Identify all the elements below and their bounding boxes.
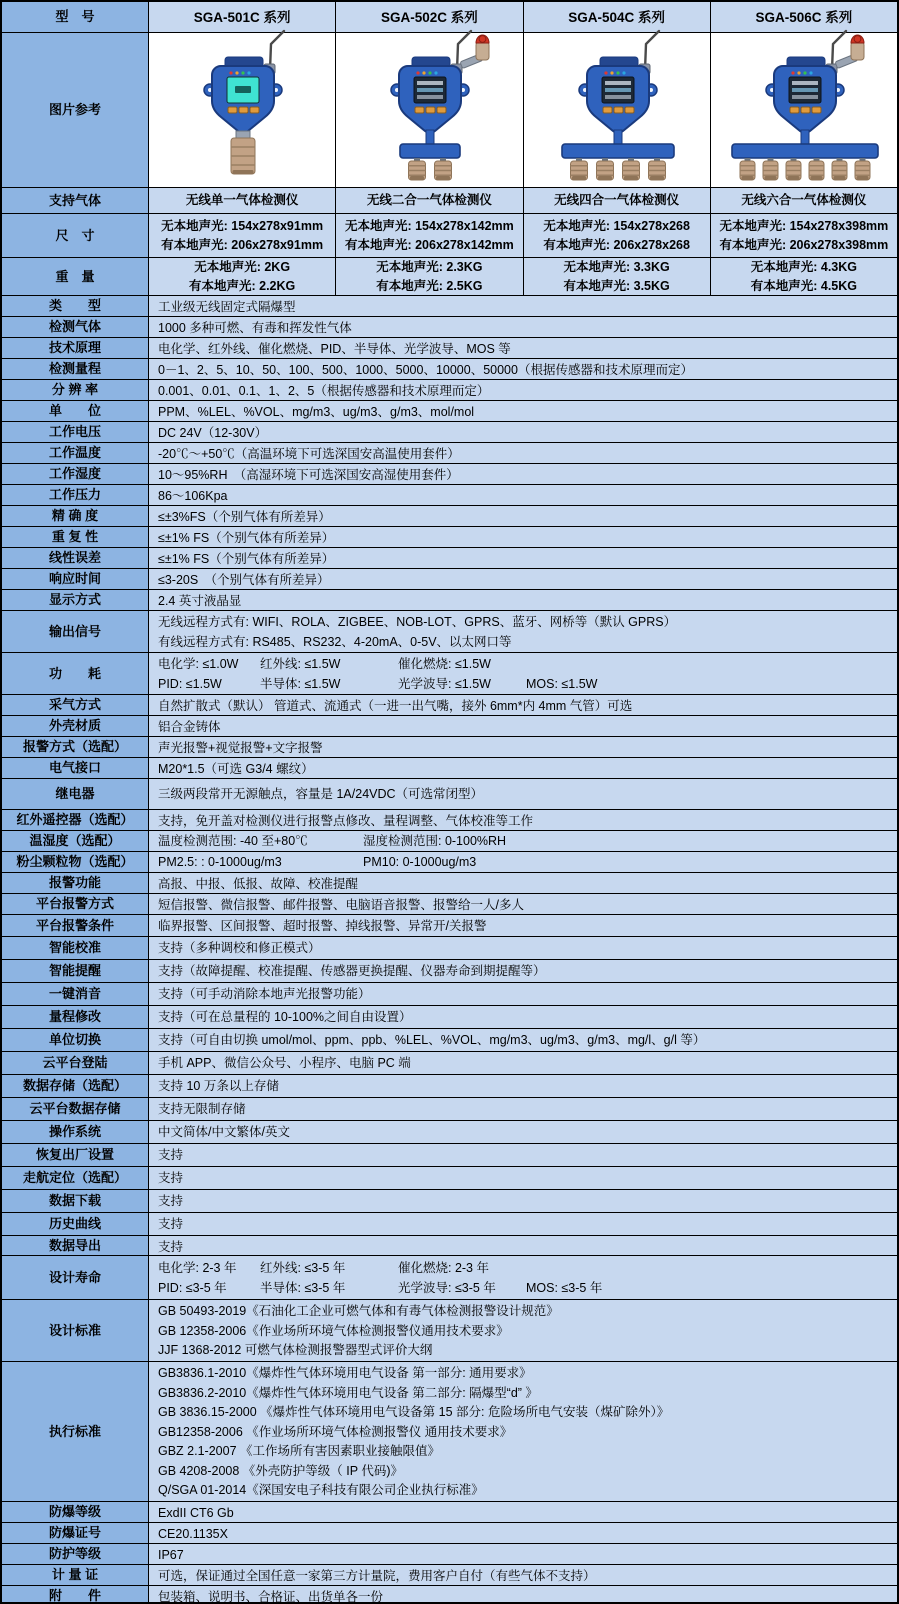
- row-label: 工作温度: [2, 443, 149, 463]
- spec-row-5: [2, 337, 897, 358]
- spec-row-4: [2, 316, 897, 337]
- row-value: [149, 1006, 897, 1028]
- quad-cell-line: 无本地声光: 2KG: [194, 259, 291, 274]
- row-value-text: 声光报警+视觉报警+文字报警: [158, 741, 323, 755]
- spec-row-9: [2, 421, 897, 442]
- quad-cell: [523, 258, 710, 295]
- spec-row-34: [2, 1005, 897, 1028]
- row-value: [149, 1236, 897, 1255]
- row-value-text: PPM、%LEL、%VOL、mg/m3、ug/m3、g/m3、mol/mol: [158, 405, 475, 419]
- spec-row-11: [2, 463, 897, 484]
- row-value: [149, 1121, 897, 1143]
- tab-item: PM10: 0-1000ug/m3: [363, 855, 477, 869]
- tab-item: PM2.5: : 0-1000ug/m3: [158, 855, 282, 869]
- row-value: [149, 758, 897, 778]
- tab-item: 温度检测范围: -40 至+80℃: [158, 834, 308, 848]
- row-label: 技术原理: [2, 338, 149, 358]
- row-value: [149, 1167, 897, 1189]
- row-value-text: 高报、中报、低报、故障、校准提醒: [158, 877, 359, 891]
- row-value: [149, 894, 897, 914]
- row-value: [149, 380, 897, 400]
- row-label: 走航定位（选配）: [2, 1167, 149, 1189]
- product-image-cell: [335, 33, 522, 187]
- row-label: 工作湿度: [2, 464, 149, 484]
- spec-row-23: [2, 757, 897, 778]
- spec-row-38: [2, 1097, 897, 1120]
- row-value: [149, 779, 897, 809]
- spec-row-42: [2, 1189, 897, 1212]
- row-value-text: 0.001、0.01、0.1、1、2、5（根据传感器和技术原理而定）: [158, 384, 490, 398]
- row-value: [149, 611, 897, 652]
- row-label: 设计寿命: [2, 1256, 149, 1299]
- spec-row-16: [2, 568, 897, 589]
- spec-row-45: [2, 1255, 897, 1299]
- row-value: [149, 1544, 897, 1564]
- row-value-text: 支持（可自由切换 umol/mol、ppm、ppb、%LEL、%VOL、mg/m3、ug/m3、g/m3、mg/l、g/l 等）: [158, 1033, 706, 1047]
- row-value: [149, 716, 897, 736]
- row-value-line: 有线远程方式有: RS485、RS232、4-20mA、0-5V、以太网口等: [158, 634, 512, 649]
- row-label: 数据存储（选配）: [2, 1075, 149, 1097]
- row-value: [149, 1523, 897, 1543]
- row-label: 检测量程: [2, 359, 149, 379]
- quad-cell-line: 有本地声光: 206x278x142mm: [344, 237, 514, 252]
- row-value-line: GB 3836.15-2000 《爆炸性气体环境用电气设备第 15 部分: 危险场所电气安装（煤矿除外）》: [158, 1405, 670, 1420]
- row-label: 防爆证号: [2, 1523, 149, 1543]
- row-value: [149, 590, 897, 610]
- quad-cells: [149, 258, 897, 295]
- quad-cell-line: 无本地声光: 2.3KG: [376, 259, 483, 274]
- row-value-text: ≤±1% FS（个别气体有所差异）: [158, 552, 335, 566]
- row-value: [149, 401, 897, 421]
- row-label: 外壳材质: [2, 716, 149, 736]
- row-value-text: -20℃～+50℃（高温环境下可选深国安高温使用套件）: [158, 447, 460, 461]
- row-value: [149, 1565, 897, 1585]
- spec-row-27: [2, 851, 897, 872]
- row-value-text: 铝合金铸体: [158, 720, 221, 734]
- row-value-tabline: [158, 1258, 897, 1278]
- row-label: 报警功能: [2, 873, 149, 893]
- row-value: [149, 1052, 897, 1074]
- quad-cell-line: 无线四合一气体检测仪: [554, 193, 680, 207]
- row-value-text: 支持: [158, 1148, 184, 1162]
- row-value-tabline: [158, 852, 897, 872]
- tab-item: 红外线: ≤1.5W: [260, 656, 341, 671]
- quad-cell: [523, 188, 710, 213]
- spec-row-14: [2, 526, 897, 547]
- row-value: [149, 338, 897, 358]
- row-label: 设计标准: [2, 1300, 149, 1361]
- row-label: 线性误差: [2, 548, 149, 568]
- row-value-text: 支持: [158, 1171, 184, 1185]
- quad-cell-line: 有本地声光: 2.5KG: [376, 278, 483, 293]
- row-value-text: 支持: [158, 1194, 184, 1208]
- product-image-cells: [149, 33, 897, 187]
- spec-row-12: [2, 484, 897, 505]
- row-value-text: IP67: [158, 1548, 184, 1562]
- tab-item: 光学波导: ≤1.5W: [398, 676, 491, 691]
- spec-row-44: [2, 1235, 897, 1255]
- quad-cell: [149, 258, 335, 295]
- row-value-text: 86～106Kpa: [158, 489, 228, 503]
- row-label: 温湿度（选配）: [2, 831, 149, 851]
- row-value-tabline: [158, 654, 897, 674]
- image-row-label: 图片参考: [2, 33, 149, 187]
- row-value: [149, 1098, 897, 1120]
- row-value-text: ≤3-20S （个别气体有所差异）: [158, 573, 330, 587]
- row-value-text: 支持（可在总量程的 10-100%之间自由设置）: [158, 1010, 412, 1024]
- spec-row-3: [2, 295, 897, 316]
- row-value-line: GB 50493-2019《石油化工企业可燃气体和有毒气体检测报警设计规范》: [158, 1304, 559, 1318]
- tab-item: 催化燃烧: 2-3 年: [398, 1260, 489, 1275]
- row-label: 平台报警条件: [2, 915, 149, 936]
- row-value: [149, 359, 897, 379]
- row-value: [149, 1029, 897, 1051]
- row-value: [149, 915, 897, 936]
- spec-row-13: [2, 505, 897, 526]
- spec-row-28: [2, 872, 897, 893]
- row-value: [149, 1144, 897, 1166]
- quad-cell-line: 有本地声光: 206x278x91mm: [161, 237, 324, 252]
- row-value-text: 中文简体/中文繁体/英文: [158, 1125, 290, 1139]
- tab-item: 电化学: ≤1.0W: [158, 656, 239, 671]
- quad-cell: [710, 258, 897, 295]
- row-label: 报警方式（选配）: [2, 737, 149, 757]
- row-label: 平台报警方式: [2, 894, 149, 914]
- spec-row-41: [2, 1166, 897, 1189]
- spec-row-48: [2, 1501, 897, 1522]
- row-label: 工作压力: [2, 485, 149, 505]
- model-name-2: SGA-502C 系列: [335, 2, 522, 32]
- row-value: [149, 317, 897, 337]
- quad-cell-line: 无本地声光: 154x278x398mm: [719, 218, 889, 233]
- row-value-text: 支持 10 万条以上存储: [158, 1079, 279, 1093]
- row-value-text: 电化学、红外线、催化燃烧、PID、半导体、光学波导、MOS 等: [158, 342, 511, 356]
- row-label: 操作系统: [2, 1121, 149, 1143]
- row-value-text: 支持: [158, 1217, 184, 1231]
- quad-cell: [149, 188, 335, 213]
- spec-row-6: [2, 358, 897, 379]
- quad-cell-line: 无本地声光: 3.3KG: [563, 259, 670, 274]
- row-label: 计 量 证: [2, 1565, 149, 1585]
- quad-cell: [710, 188, 897, 213]
- row-value-line: GB3836.1-2010《爆炸性气体环境用电气设备 第一部分: 通用要求》: [158, 1365, 532, 1380]
- row-label: 量程修改: [2, 1006, 149, 1028]
- row-value-text: 支持（多种调校和修正模式）: [158, 941, 321, 955]
- product-image-cell: [149, 33, 335, 187]
- row-value-line: 无线远程方式有: WIFI、ROLA、ZIGBEE、NOB-LOT、GPRS、蓝牙、网桥等（默认 GPRS）: [158, 615, 677, 629]
- row-value: [149, 485, 897, 505]
- row-value-text: M20*1.5（可选 G3/4 螺纹）: [158, 762, 314, 776]
- quad-cell-line: 无线二合一气体检测仪: [366, 193, 492, 207]
- row-value-line: GBZ 2.1-2007 《工作场所有害因素职业接触限值》: [158, 1444, 440, 1459]
- row-label: 恢复出厂设置: [2, 1144, 149, 1166]
- spec-row-49: [2, 1522, 897, 1543]
- quad-cell: [335, 258, 522, 295]
- row-label: 红外遥控器（选配）: [2, 810, 149, 830]
- row-value: [149, 695, 897, 715]
- row-label: 功 耗: [2, 653, 149, 694]
- row-label: 分 辨 率: [2, 380, 149, 400]
- spec-row-35: [2, 1028, 897, 1051]
- detector-illustration-sga-504c: [524, 28, 710, 187]
- row-value: [149, 506, 897, 526]
- row-value-tabline: [158, 1278, 897, 1298]
- model-header-label: 型 号: [2, 2, 149, 32]
- spec-row-19: [2, 652, 897, 694]
- spec-row-8: [2, 400, 897, 421]
- row-value-text: 1000 多种可燃、有毒和挥发性气体: [158, 321, 352, 335]
- row-label: 检测气体: [2, 317, 149, 337]
- spec-row-24: [2, 778, 897, 809]
- tab-item: MOS: ≤3-5 年: [526, 1280, 603, 1295]
- spec-row-52: [2, 1585, 897, 1604]
- spec-row-51: [2, 1564, 897, 1585]
- row-value: [149, 443, 897, 463]
- model-name-1: SGA-501C 系列: [149, 2, 335, 32]
- row-value-text: 工业级无线固定式隔爆型: [158, 300, 296, 314]
- row-value: [149, 653, 897, 694]
- row-value-text: 支持，免开盖对检测仪进行报警点修改、量程调整、气体校准等工作: [158, 814, 534, 828]
- row-value: [149, 1300, 897, 1361]
- quad-cells: [149, 188, 897, 213]
- row-label: 附 件: [2, 1586, 149, 1604]
- row-label: 类 型: [2, 296, 149, 316]
- row-value-line: GB 12358-2006《作业场所环境气体检测报警仪通用技术要求》: [158, 1323, 509, 1338]
- row-label: 粉尘颗粒物（选配）: [2, 852, 149, 872]
- row-value-text: 支持: [158, 1240, 184, 1254]
- row-value: [149, 1213, 897, 1235]
- row-value: [149, 296, 897, 316]
- spec-row-40: [2, 1143, 897, 1166]
- quad-cell-line: 无本地声光: 154x278x268: [543, 218, 690, 233]
- row-value: [149, 983, 897, 1005]
- spec-row-25: [2, 809, 897, 830]
- row-label: 尺 寸: [2, 214, 149, 257]
- spec-row-30: [2, 914, 897, 936]
- quad-cell-line: 无线六合一气体检测仪: [741, 193, 867, 207]
- row-label: 数据导出: [2, 1236, 149, 1255]
- row-label: 一键消音: [2, 983, 149, 1005]
- row-label: 智能提醒: [2, 960, 149, 982]
- quad-cell-line: 无本地声光: 4.3KG: [750, 259, 857, 274]
- row-label: 防护等级: [2, 1544, 149, 1564]
- spec-row-15: [2, 547, 897, 568]
- spec-row-50: [2, 1543, 897, 1564]
- row-label: 精 确 度: [2, 506, 149, 526]
- row-value: [149, 937, 897, 959]
- detector-illustration-sga-506c: [711, 28, 897, 187]
- row-value-line: Q/SGA 01-2014《深国安电子科技有限公司企业执行标准》: [158, 1483, 484, 1498]
- tab-item: 湿度检测范围: 0-100%RH: [363, 834, 507, 848]
- row-value: [149, 737, 897, 757]
- row-value: [149, 831, 897, 851]
- row-value-text: ExdII CT6 Gb: [158, 1506, 234, 1520]
- quad-cell: [710, 214, 897, 257]
- row-label: 执行标准: [2, 1362, 149, 1501]
- spec-row-39: [2, 1120, 897, 1143]
- row-label: 防爆等级: [2, 1502, 149, 1522]
- row-value: [149, 1075, 897, 1097]
- spec-row-18: [2, 610, 897, 652]
- row-value: [149, 1256, 897, 1299]
- spec-row-36: [2, 1051, 897, 1074]
- row-value-text: CE20.1135X: [158, 1527, 228, 1541]
- tab-item: 催化燃烧: ≤1.5W: [398, 656, 491, 671]
- tab-item: 半导体: ≤3-5 年: [260, 1280, 346, 1295]
- detector-illustration-sga-501c: [149, 28, 335, 187]
- row-label: 支持气体: [2, 188, 149, 213]
- row-value: [149, 548, 897, 568]
- product-image-cell: [710, 33, 897, 187]
- quad-cell: [149, 214, 335, 257]
- row-label: 历史曲线: [2, 1213, 149, 1235]
- row-value: [149, 1502, 897, 1522]
- quad-cell: [335, 188, 522, 213]
- spec-row-17: [2, 589, 897, 610]
- spec-row-1: [2, 213, 897, 257]
- detector-illustration-sga-502c: [336, 28, 522, 187]
- row-value-text: 手机 APP、微信公众号、小程序、电脑 PC 端: [158, 1056, 411, 1070]
- row-label: 工作电压: [2, 422, 149, 442]
- quad-cell-line: 无本地声光: 154x278x142mm: [344, 218, 514, 233]
- quad-cell-line: 有本地声光: 206x278x268: [543, 237, 690, 252]
- tab-item: 半导体: ≤1.5W: [260, 676, 341, 691]
- row-label: 采气方式: [2, 695, 149, 715]
- row-value: [149, 569, 897, 589]
- row-label: 单位切换: [2, 1029, 149, 1051]
- tab-item: 电化学: 2-3 年: [158, 1260, 237, 1275]
- quad-cell-line: 有本地声光: 3.5KG: [563, 278, 670, 293]
- spec-row-21: [2, 715, 897, 736]
- row-value: [149, 1190, 897, 1212]
- row-label: 重 量: [2, 258, 149, 295]
- spec-row-2: [2, 257, 897, 295]
- row-value-tabline: [158, 831, 897, 851]
- quad-cells: [149, 214, 897, 257]
- row-value: [149, 873, 897, 893]
- product-image-cell: [523, 33, 710, 187]
- row-value-text: 临界报警、区间报警、超时报警、掉线报警、异常开/关报警: [158, 919, 487, 933]
- tab-item: MOS: ≤1.5W: [526, 676, 598, 691]
- row-label: 响应时间: [2, 569, 149, 589]
- row-label: 继电器: [2, 779, 149, 809]
- tab-item: 光学波导: ≤3-5 年: [398, 1280, 496, 1295]
- row-label: 智能校准: [2, 937, 149, 959]
- row-label: 输出信号: [2, 611, 149, 652]
- quad-cell-line: 有本地声光: 2.2KG: [188, 278, 296, 293]
- spec-row-37: [2, 1074, 897, 1097]
- tab-item: 红外线: ≤3-5 年: [260, 1260, 346, 1275]
- row-value-text: DC 24V（12-30V）: [158, 426, 268, 440]
- spec-row-33: [2, 982, 897, 1005]
- spec-row-43: [2, 1212, 897, 1235]
- quad-cell-line: 有本地声光: 206x278x398mm: [719, 237, 889, 252]
- quad-cell-line: 有本地声光: 4.5KG: [750, 278, 857, 293]
- row-label: 云平台登陆: [2, 1052, 149, 1074]
- row-value: [149, 527, 897, 547]
- spec-row-10: [2, 442, 897, 463]
- row-value-line: GB 4208-2008 《外壳防护等级（ IP 代码)》: [158, 1463, 403, 1478]
- row-value-tabline: [158, 674, 897, 694]
- spec-row-0: [2, 187, 897, 213]
- row-label: 重 复 性: [2, 527, 149, 547]
- row-label: 显示方式: [2, 590, 149, 610]
- row-value: [149, 810, 897, 830]
- model-name-3: SGA-504C 系列: [523, 2, 710, 32]
- row-value: [149, 422, 897, 442]
- row-label: 单 位: [2, 401, 149, 421]
- spec-row-31: [2, 936, 897, 959]
- quad-cell-line: 无本地声光: 154x278x91mm: [161, 218, 324, 233]
- tab-item: PID: ≤3-5 年: [158, 1280, 227, 1295]
- row-value: [149, 464, 897, 484]
- row-value-text: 支持（可手动消除本地声光报警功能）: [158, 987, 371, 1001]
- row-label: 云平台数据存储: [2, 1098, 149, 1120]
- row-value-text: 短信报警、微信报警、邮件报警、电脑语音报警、报警给一人/多人: [158, 898, 524, 912]
- row-value-text: 0－1、2、5、10、50、100、500、1000、5000、10000、50000（根据传感器和技术原理而定）: [158, 363, 693, 377]
- row-value-text: 自然扩散式（默认） 管道式、流通式（一进一出气嘴，接外 6mm*内 4mm 气管）可选: [158, 699, 633, 713]
- row-value-text: 10～95%RH （高湿环境下可选深国安高湿使用套件）: [158, 468, 459, 482]
- row-value-text: 三级两段常开无源触点，容量是 1A/24VDC（可选常闭型）: [158, 787, 484, 801]
- row-value: [149, 960, 897, 982]
- spec-row-32: [2, 959, 897, 982]
- image-reference-row: [2, 32, 897, 187]
- row-value-text: 包装箱、说明书、合格证、出货单各一份: [158, 1590, 384, 1604]
- quad-cell: [335, 214, 522, 257]
- row-label: 电气接口: [2, 758, 149, 778]
- quad-cell-line: 无线单一气体检测仪: [185, 193, 299, 207]
- row-value: [149, 1586, 897, 1604]
- row-value: [149, 1362, 897, 1501]
- row-value-text: 可选，保证通过全国任意一家第三方计量院，费用客户自付（有些气体不支持）: [158, 1569, 596, 1583]
- quad-cell: [523, 214, 710, 257]
- row-value-text: 支持（故障提醒、校准提醒、传感器更换提醒、仪器寿命到期提醒等）: [158, 964, 546, 978]
- tab-item: PID: ≤1.5W: [158, 676, 222, 691]
- row-value-text: ≤±3%FS（个别气体有所差异）: [158, 510, 331, 524]
- row-value-line: JJF 1368-2012 可燃气体检测报警器型式评价大纲: [158, 1343, 433, 1358]
- spec-row-22: [2, 736, 897, 757]
- spec-row-7: [2, 379, 897, 400]
- row-value-line: GB12358-2006 《作业场所环境气体检测报警仪 通用技术要求》: [158, 1424, 513, 1439]
- row-value-text: 支持无限制存储: [158, 1102, 246, 1116]
- spec-row-26: [2, 830, 897, 851]
- spec-row-20: [2, 694, 897, 715]
- spec-row-29: [2, 893, 897, 914]
- row-value-text: ≤±1% FS（个别气体有所差异）: [158, 531, 335, 545]
- row-label: 数据下载: [2, 1190, 149, 1212]
- row-value-text: 2.4 英寸液晶显: [158, 594, 242, 608]
- spec-row-47: [2, 1361, 897, 1501]
- spec-row-46: [2, 1299, 897, 1361]
- model-name-4: SGA-506C 系列: [710, 2, 897, 32]
- row-value-line: GB3836.2-2010《爆炸性气体环境用电气设备 第二部分: 隔爆型“d” 》: [158, 1385, 538, 1400]
- row-value: [149, 852, 897, 872]
